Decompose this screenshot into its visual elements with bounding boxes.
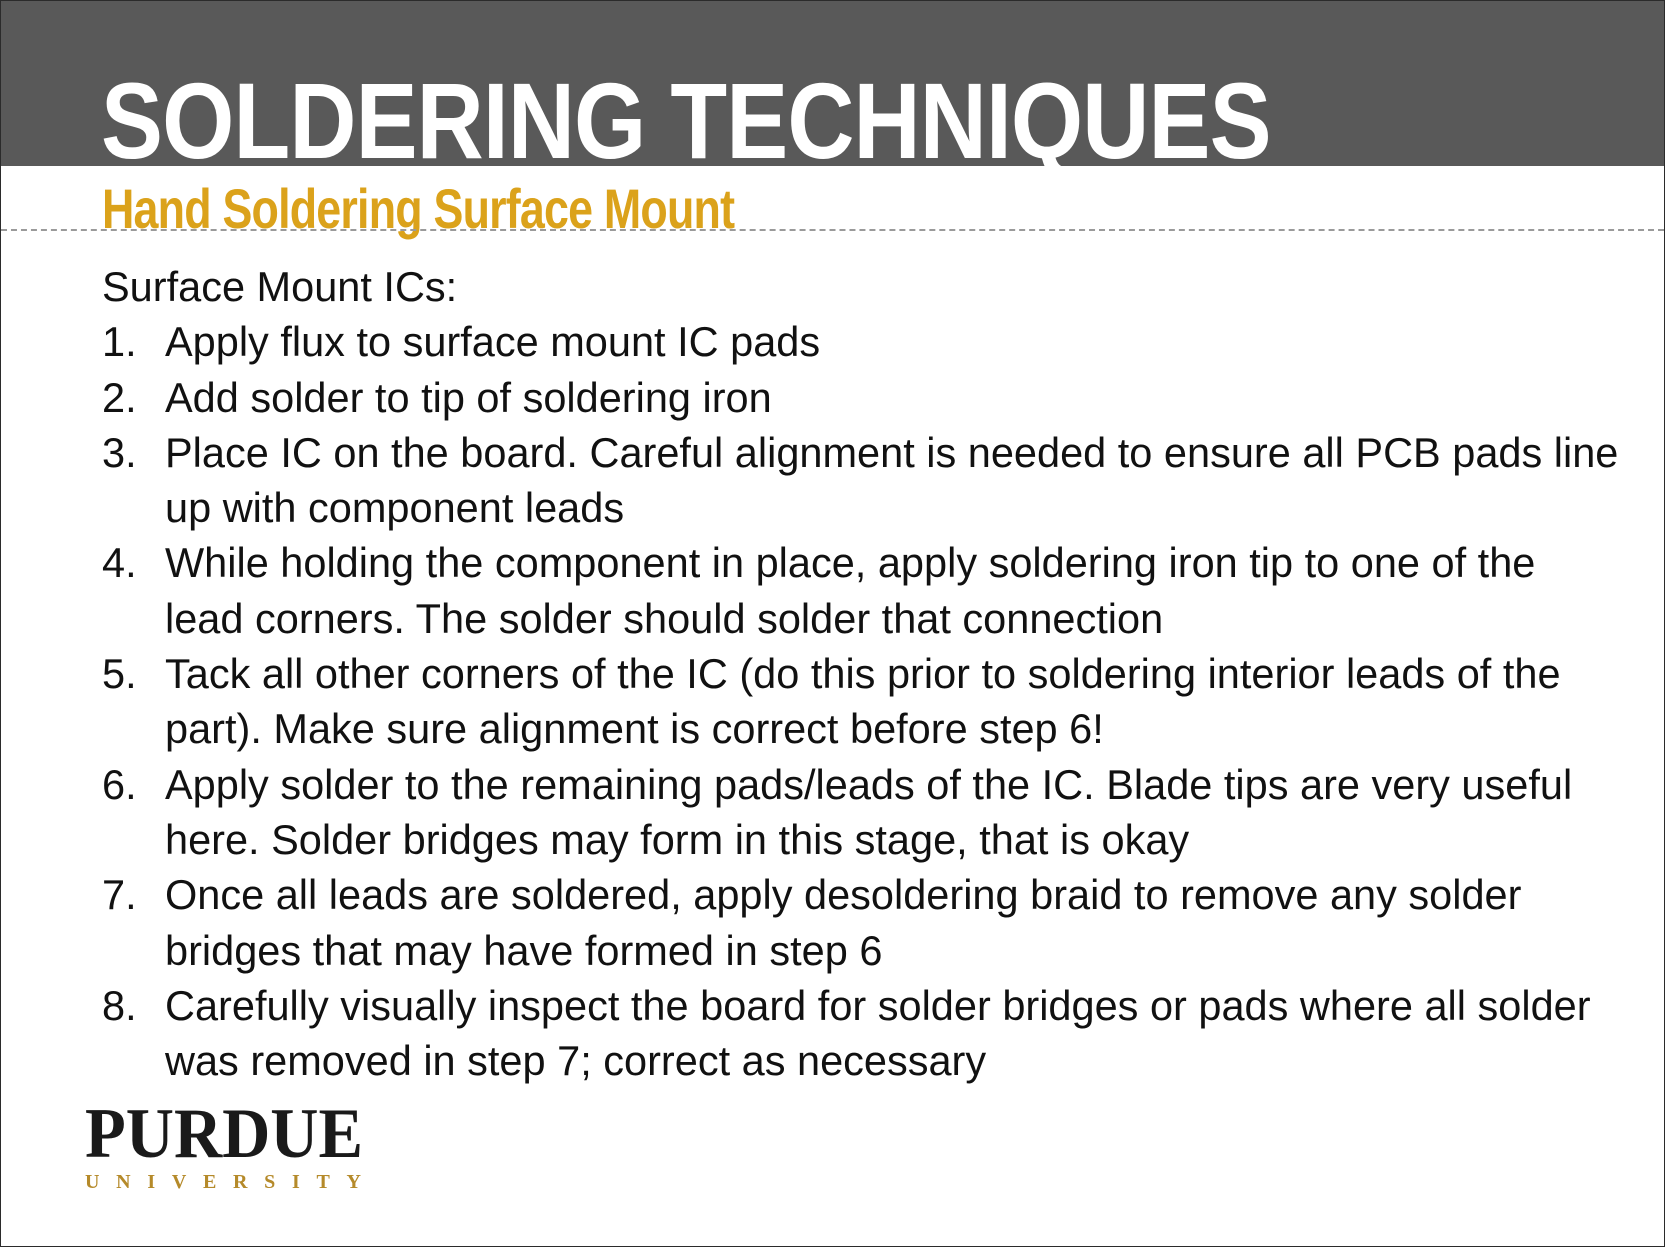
step-text: While holding the component in place, apply soldering iron tip to one of the lead corners. The solder should solder that connection (165, 539, 1536, 642)
list-item (102, 867, 1622, 978)
dashed-divider (1, 229, 1664, 231)
list-item (102, 425, 1622, 536)
intro-text: Surface Mount ICs: (102, 263, 458, 310)
list-item (102, 535, 1622, 646)
step-text: Tack all other corners of the IC (do this prior to soldering interior leads of the part). Make sure alignment is correct before step 6! (165, 650, 1561, 753)
step-text: Apply solder to the remaining pads/leads of the IC. Blade tips are very useful here. Solder bridges may form in this stage, that is okay (165, 760, 1573, 863)
list-item (102, 314, 1622, 369)
list-item (102, 757, 1622, 868)
step-number: 3. (102, 428, 137, 476)
steps-list (102, 314, 1622, 1088)
step-text: Carefully visually inspect the board for solder bridges or pads where all solder was removed in step 7; correct as necessary (165, 981, 1591, 1085)
step-number: 2. (102, 373, 137, 421)
slide-title: SOLDERING TECHNIQUES (101, 60, 1271, 181)
step-number: 4. (102, 539, 137, 587)
list-item (102, 370, 1622, 425)
step-text: Add solder to tip of soldering iron (165, 373, 772, 421)
step-text: Place IC on the board. Careful alignment is needed to ensure all PCB pads line up with component leads (165, 428, 1619, 532)
step-number: 8. (102, 981, 137, 1029)
step-number: 1. (102, 318, 137, 366)
purdue-logo-icon (85, 1097, 385, 1189)
slide-body (102, 259, 1622, 1088)
list-item (102, 978, 1622, 1089)
slide-subtitle: Hand Soldering Surface Mount (102, 177, 735, 240)
step-number: 6. (102, 760, 137, 808)
step-text: Apply flux to surface mount IC pads (165, 318, 821, 366)
step-number: 5. (102, 650, 137, 698)
logo-subtext: UNIVERSITY (85, 1171, 361, 1189)
purdue-university-logo (85, 1097, 385, 1189)
logo-wordmark: PURDUE (85, 1097, 363, 1173)
step-number: 7. (102, 871, 137, 919)
list-item (102, 646, 1622, 757)
step-text: Once all leads are soldered, apply desoldering braid to remove any solder bridges that may have formed in step 6 (165, 871, 1522, 974)
